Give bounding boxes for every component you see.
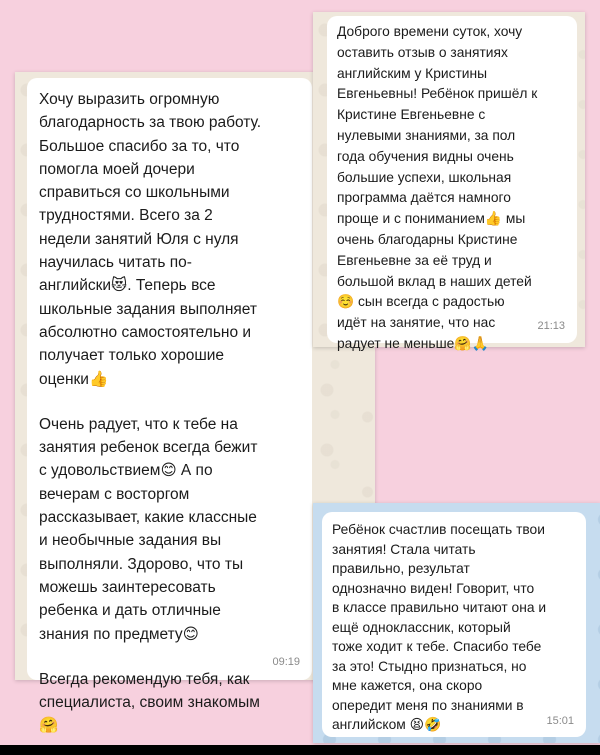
thumbs-up-emoji: 👍: [88, 369, 109, 388]
message-bubble-top-right: [327, 16, 577, 352]
hug-pray-emoji: 🤗🙏: [454, 335, 489, 352]
message-text-left-2: Очень радует, что к тебе на занятия ребенок всегда бежит с удовольствием😊 А по вечерам с восторгом рассказывает, какие классные и необычные задания вы выполняли. Здорово, что ты можешь заинтересовать ребенка и дать отличные знания по предмету😊: [39, 413, 300, 646]
message-text-left: Хочу выразить огромную благодарность за твою работу. Большое спасибо за то, что помогла моей дочери справиться со школьными трудностями. Всего за 2 недели занятий Юля с нуля научилась читать по- английски😻. Теперь все школьные задания выполняет абсолютно самостоятельно и получает только хорошие оценки👍: [39, 88, 300, 391]
message-text-left-3: Всегда рекомендую тебя, как специалиста, своим знакомым 🤗: [39, 668, 300, 738]
message-bubble-bottom-right: [322, 512, 586, 737]
message-bubble-left: [27, 78, 312, 735]
thumbs-up-emoji: 👍: [484, 211, 503, 228]
message-text-top-right: Доброго времени суток, хочу оставить отзыв о занятиях английским у Кристины Евгеньевны! Ребёнок пришёл к Кристине Евгеньевне с нулевыми знаниями, за пол года обучения видны очень большие успехи, школьная программа даётся намного проще и с пониманием👍 мы очень благодарны Кристине Евгеньевне за её труд и большой вклад в наших детей ☺️ сын всегда с радостью идёт на занятие, что нас радует не меньше🤗🙏: [337, 22, 567, 355]
review-screenshot-bottom-right: [313, 503, 600, 743]
review-screenshot-top-right: [313, 12, 585, 352]
smile-emoji: 😊: [160, 461, 177, 480]
smiling-emoji: ☺️: [337, 294, 355, 311]
cat-love-emoji: 😻: [111, 276, 128, 295]
smile-emoji: 😊: [182, 624, 199, 643]
message-time: 15:01: [546, 714, 574, 727]
message-time: 21:13: [537, 320, 565, 333]
bottom-bar: [0, 745, 600, 755]
weary-laugh-emoji: 😫🤣: [409, 717, 442, 733]
hug-emoji: 🤗: [39, 716, 59, 735]
message-time: 09:19: [272, 655, 300, 668]
message-text-bottom-right: Ребёнок счастлив посещать твои занятия! Стала читать правильно, результат однозначно виден! Говорит, что в классе правильно читают она и ещё одноклассник, который тоже ходит к тебе. Спасибо тебе за это! Стыдно признаться, но мне кажется, она скоро опередит меня по знаниями в английском 😫🤣: [332, 520, 576, 736]
